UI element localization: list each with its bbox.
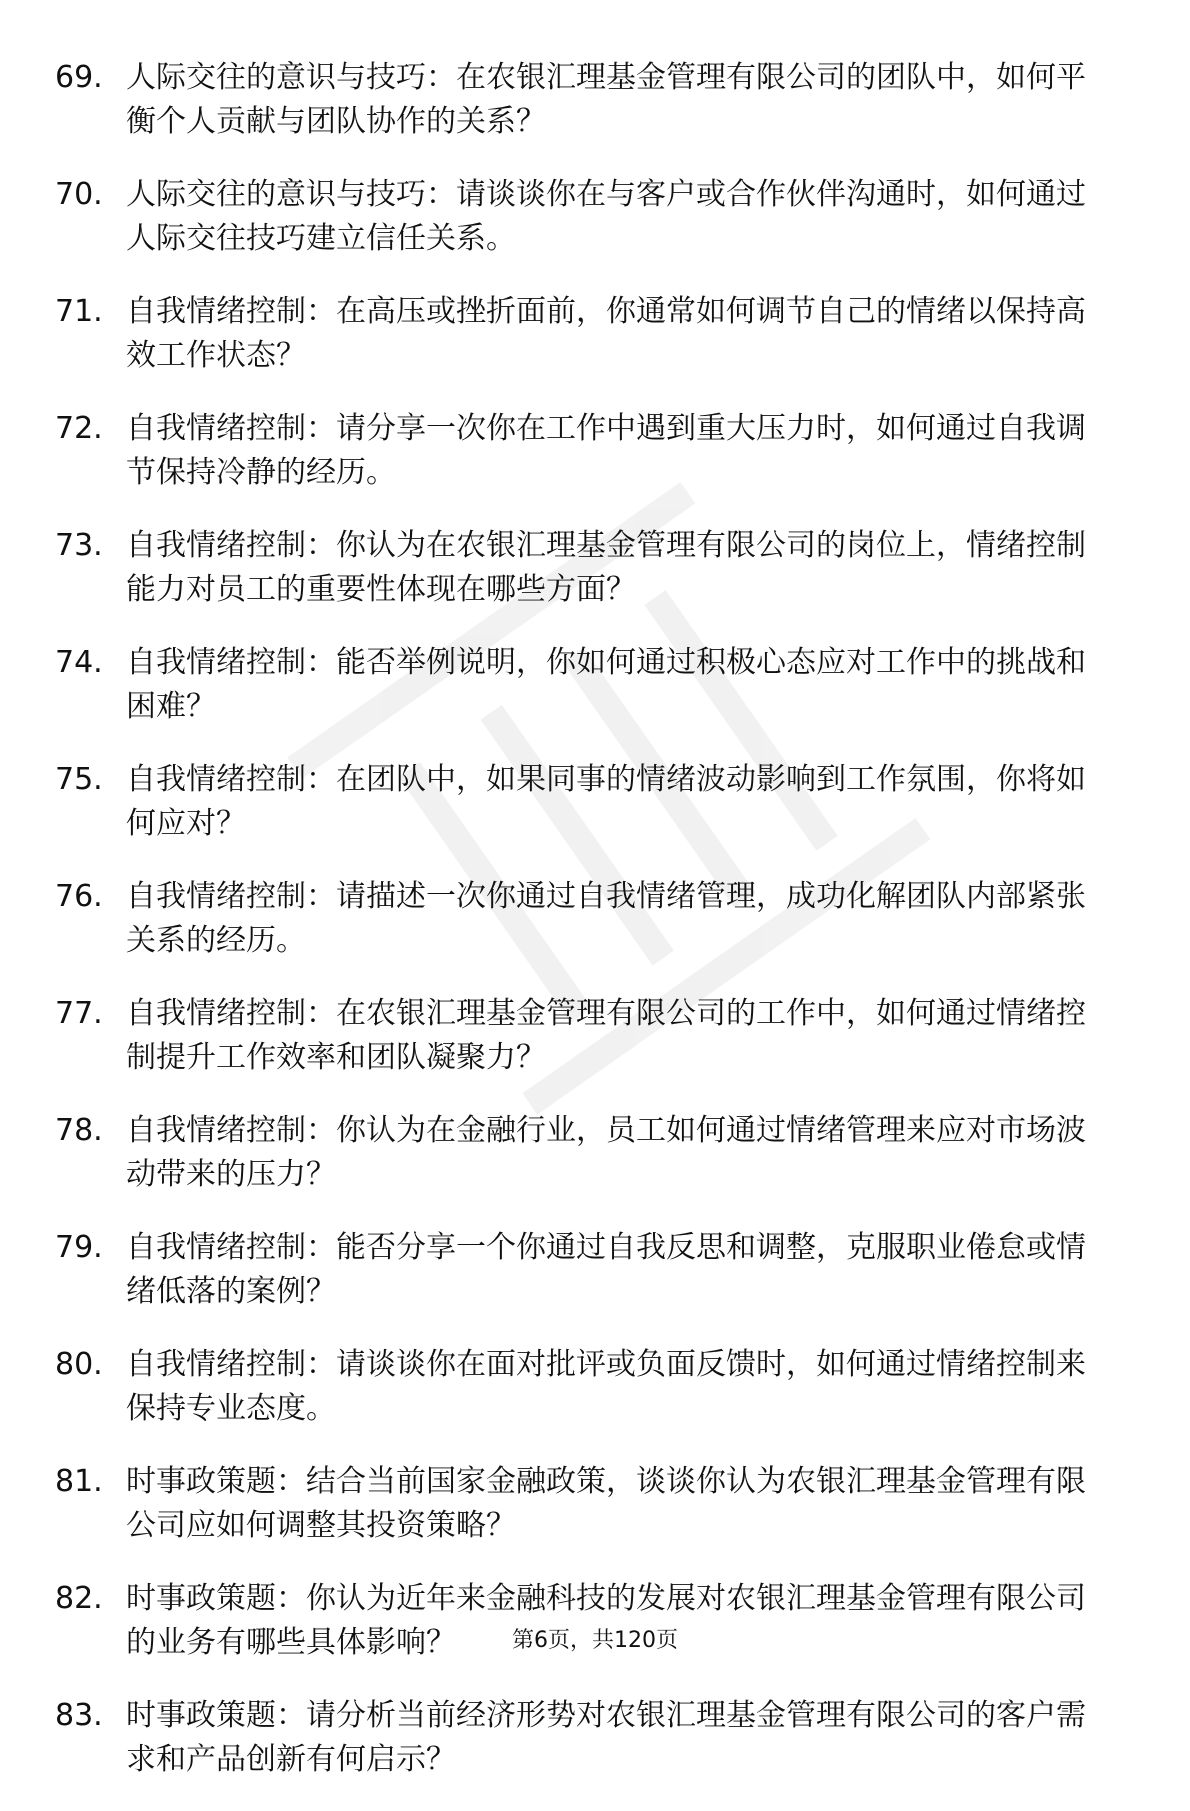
question-number: 76. — [55, 879, 103, 914]
question-item — [55, 1460, 1115, 1548]
question-number: 83. — [55, 1698, 103, 1733]
question-item — [55, 290, 1115, 378]
page-footer — [0, 1626, 1190, 1656]
question-text: 时事政策题：请分析当前经济形势对农银汇理基金管理有限公司的客户需求和产品创新有何启示？ — [126, 1698, 1086, 1777]
question-text: 时事政策题：你认为近年来金融科技的发展对农银汇理基金管理有限公司的业务有哪些具体影响？ — [126, 1581, 1086, 1660]
question-item — [55, 1226, 1115, 1314]
question-number: 75. — [55, 762, 103, 797]
question-item — [55, 407, 1115, 495]
question-text: 自我情绪控制：请描述一次你通过自我情绪管理，成功化解团队内部紧张关系的经历。 — [126, 879, 1086, 958]
question-text: 自我情绪控制：请分享一次你在工作中遇到重大压力时，如何通过自我调节保持冷静的经历。 — [126, 411, 1086, 490]
question-number: 80. — [55, 1347, 103, 1382]
question-number: 82. — [55, 1581, 103, 1616]
question-item — [55, 56, 1115, 144]
question-item — [55, 992, 1115, 1080]
question-number: 70. — [55, 177, 103, 212]
question-number: 81. — [55, 1464, 103, 1499]
question-number: 73. — [55, 528, 103, 563]
question-text: 自我情绪控制：在农银汇理基金管理有限公司的工作中，如何通过情绪控制提升工作效率和团队凝聚力？ — [126, 996, 1086, 1075]
question-item — [55, 1109, 1115, 1197]
question-text: 自我情绪控制：能否举例说明，你如何通过积极心态应对工作中的挑战和困难？ — [126, 645, 1086, 724]
question-item — [55, 173, 1115, 261]
question-item — [55, 1694, 1115, 1782]
page-number-label: 第6页，共120页 — [512, 1628, 678, 1653]
question-number: 71. — [55, 294, 103, 329]
question-number: 72. — [55, 411, 103, 446]
question-list — [55, 56, 1115, 1811]
question-text: 自我情绪控制：你认为在农银汇理基金管理有限公司的岗位上，情绪控制能力对员工的重要性体现在哪些方面？ — [126, 528, 1086, 607]
question-number: 78. — [55, 1113, 103, 1148]
question-text: 自我情绪控制：在高压或挫折面前，你通常如何调节自己的情绪以保持高效工作状态？ — [126, 294, 1086, 373]
question-item — [55, 1343, 1115, 1431]
question-number: 77. — [55, 996, 103, 1031]
question-text: 人际交往的意识与技巧：请谈谈你在与客户或合作伙伴沟通时，如何通过人际交往技巧建立信任关系。 — [126, 177, 1086, 256]
question-number: 69. — [55, 60, 103, 95]
question-text: 自我情绪控制：在团队中，如果同事的情绪波动影响到工作氛围，你将如何应对？ — [126, 762, 1086, 841]
question-item — [55, 641, 1115, 729]
question-number: 74. — [55, 645, 103, 680]
question-text: 自我情绪控制：请谈谈你在面对批评或负面反馈时，如何通过情绪控制来保持专业态度。 — [126, 1347, 1086, 1426]
question-text: 自我情绪控制：你认为在金融行业，员工如何通过情绪管理来应对市场波动带来的压力？ — [126, 1113, 1086, 1192]
question-text: 人际交往的意识与技巧：在农银汇理基金管理有限公司的团队中，如何平衡个人贡献与团队协作的关系？ — [126, 60, 1086, 139]
question-item — [55, 524, 1115, 612]
question-item — [55, 758, 1115, 846]
question-item — [55, 875, 1115, 963]
question-text: 时事政策题：结合当前国家金融政策，谈谈你认为农银汇理基金管理有限公司应如何调整其投资策略？ — [126, 1464, 1086, 1543]
question-text: 自我情绪控制：能否分享一个你通过自我反思和调整，克服职业倦怠或情绪低落的案例？ — [126, 1230, 1086, 1309]
question-number: 79. — [55, 1230, 103, 1265]
